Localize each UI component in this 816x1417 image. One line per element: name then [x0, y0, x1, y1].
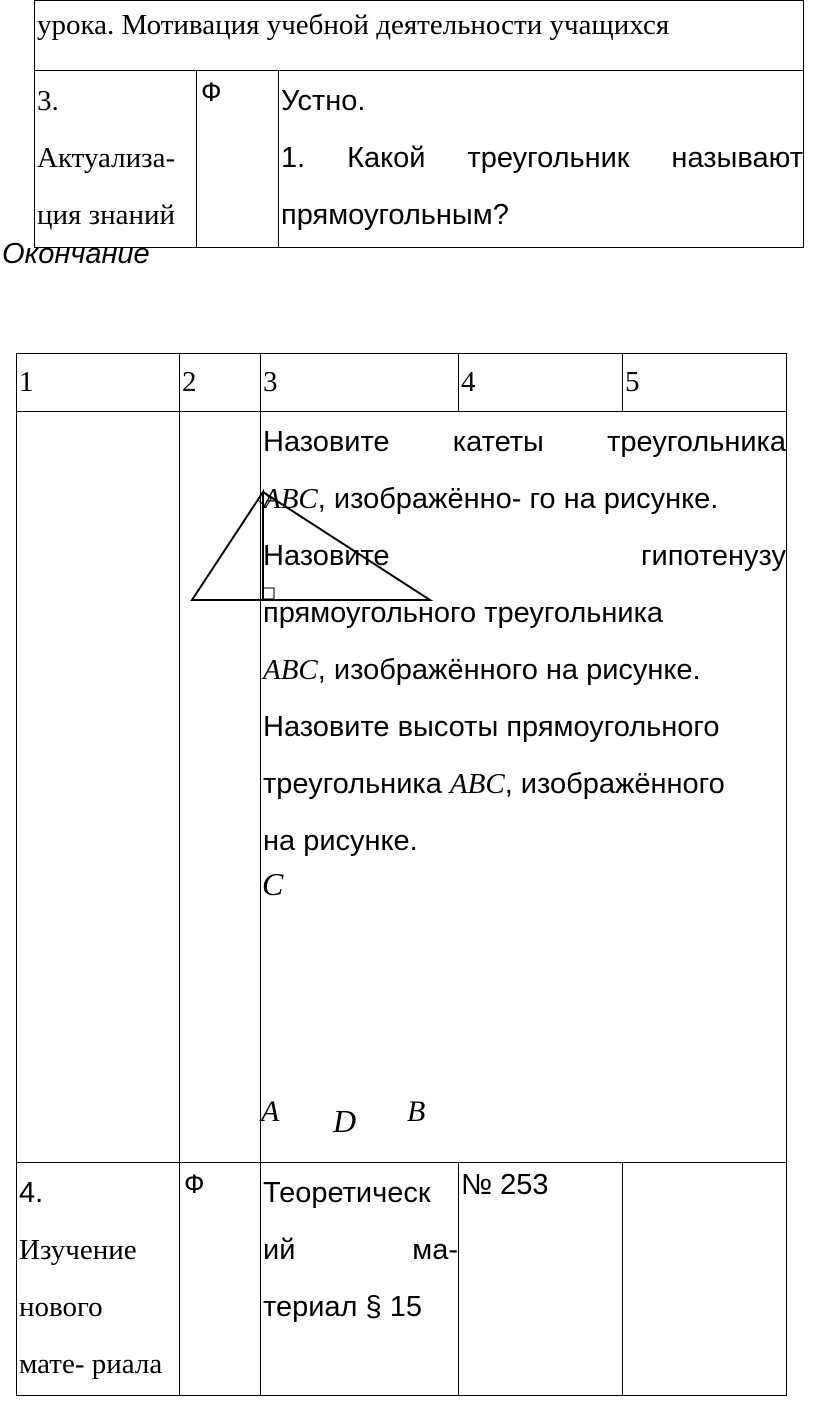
- question-line: 1. Какой треугольник называют: [281, 142, 803, 174]
- questions-cell: [261, 412, 787, 1163]
- table-row: [17, 412, 787, 1163]
- question-text: , изображённого на рисунке.: [317, 654, 701, 686]
- vertex-label-d: D: [333, 1103, 357, 1139]
- table-caption: Окончание: [2, 238, 150, 270]
- material-cell: [261, 1163, 459, 1396]
- column-header: 3: [261, 354, 459, 412]
- oral-label: Устно.: [281, 85, 366, 117]
- stage-name-line: нового: [19, 1291, 103, 1323]
- triangle-name: ABC: [263, 654, 318, 686]
- task-cell: [279, 71, 804, 248]
- material-line: ий ма-: [263, 1234, 458, 1266]
- question-line: [263, 471, 786, 528]
- question-text: , изображённого: [504, 768, 725, 800]
- question-line: прямоугольным?: [281, 199, 509, 231]
- column-header: 4: [459, 354, 623, 412]
- header-row: [17, 354, 787, 412]
- column-header: 5: [623, 354, 787, 412]
- column-header: 2: [180, 354, 261, 412]
- stage-name-line: Изучение: [19, 1234, 137, 1266]
- material-line: Теоретическ: [263, 1177, 431, 1209]
- question-text: треугольника: [263, 768, 450, 800]
- question-line: Назовите гипотенузу: [263, 540, 786, 572]
- question-line: прямоугольного треугольника: [263, 597, 664, 629]
- question-line: Назовите высоты прямоугольного: [263, 711, 720, 743]
- column-header: 1: [17, 354, 180, 412]
- lesson-stage-title: урока. Мотивация учебной деятельности учащихся: [35, 1, 804, 71]
- stage-number: 3.: [37, 85, 59, 117]
- empty-cell: [17, 412, 180, 1163]
- question-text: , изображённо- го на рисунке.: [317, 483, 719, 515]
- empty-cell: [180, 412, 261, 1163]
- lesson-plan-table-fragment: [34, 0, 804, 248]
- vertex-label-b: B: [407, 1095, 426, 1128]
- empty-cell: [623, 1163, 787, 1396]
- triangle-name: ABC: [449, 768, 505, 800]
- work-form-cell: Ф: [197, 71, 279, 248]
- stage-number: 4.: [19, 1177, 44, 1209]
- table-row: [35, 1, 804, 71]
- stage-name-line: мате- риала: [19, 1348, 163, 1380]
- table-row: [17, 1163, 787, 1396]
- vertex-label-c: C: [262, 866, 284, 902]
- lesson-plan-table: [16, 353, 787, 1396]
- stage-cell: [35, 71, 197, 248]
- vertex-label-a: A: [261, 1095, 280, 1128]
- table-row: [35, 71, 804, 248]
- triangle-name: ABC: [263, 483, 318, 515]
- work-form-cell: Ф: [180, 1163, 261, 1396]
- exercise-cell: № 253: [459, 1163, 623, 1396]
- question-line: Назовите катеты треугольника: [263, 426, 786, 458]
- stage-name-line: ция знаний: [37, 199, 176, 231]
- question-line: [263, 642, 786, 699]
- question-line: на рисунке.: [263, 825, 418, 857]
- stage-name-line: Актуализа-: [37, 142, 176, 174]
- material-line: териал § 15: [263, 1291, 422, 1323]
- question-line: [263, 756, 786, 813]
- stage-cell: [17, 1163, 180, 1396]
